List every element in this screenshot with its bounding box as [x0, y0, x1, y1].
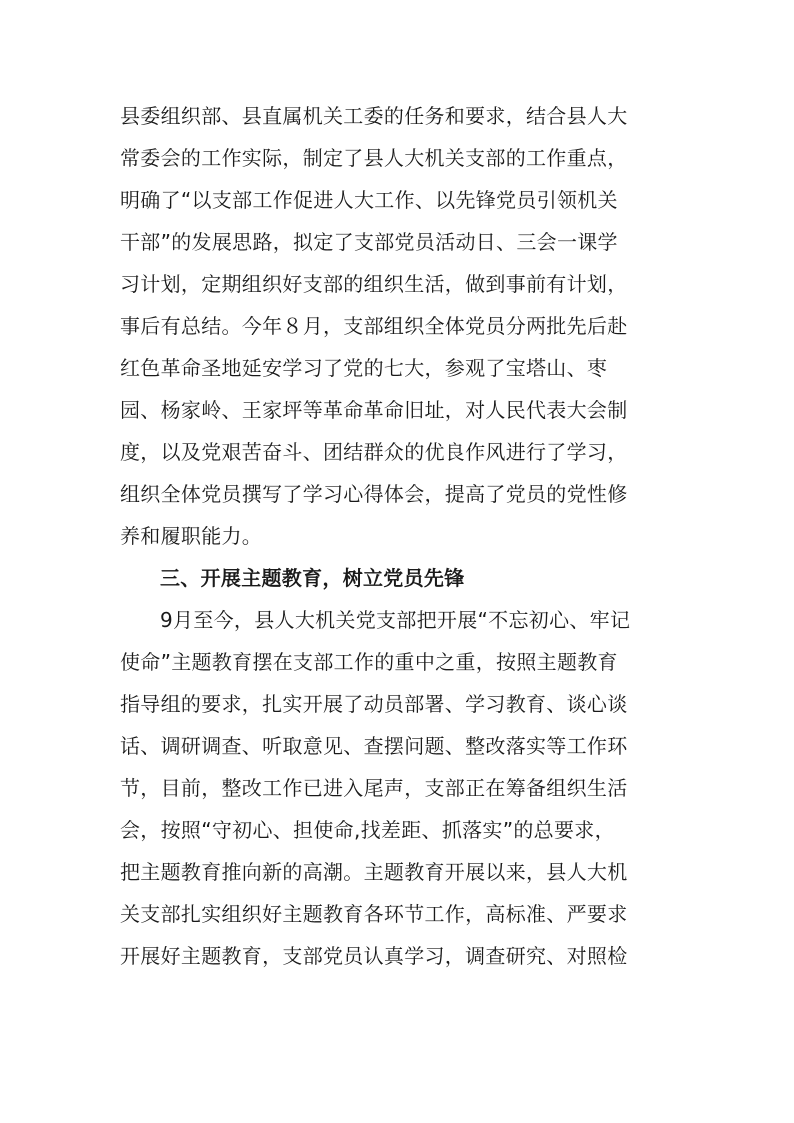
paragraph-line: 养和履职能力。: [120, 524, 263, 548]
paragraph-line: 习计划，定期组织好支部的组织生活，做到事前有计划，: [120, 272, 628, 296]
paragraph-line: 把主题教育推向新的高潮。主题教育开展以来，县人大机: [120, 860, 628, 884]
paragraph-line: 红色革命圣地延安学习了党的七大，参观了宝塔山、枣: [120, 356, 608, 380]
paragraph-line: 话、调研调查、听取意见、查摆问题、整改落实等工作环: [120, 734, 628, 758]
section-heading: 三、开展主题教育，树立党员先锋: [160, 566, 465, 590]
paragraph-line: 常委会的工作实际，制定了县人大机关支部的工作重点，: [120, 146, 628, 170]
paragraph-line: 使命”主题教育摆在支部工作的重中之重，按照主题教育: [120, 650, 618, 674]
paragraph-line: 关支部扎实组织好主题教育各环节工作，高标准、严要求: [120, 902, 628, 926]
paragraph-line: 事后有总结。今年８月，支部组织全体党员分两批先后赴: [120, 314, 628, 338]
paragraph-line: 县委组织部、县直属机关工委的任务和要求，结合县人大: [120, 104, 628, 128]
paragraph-line: 明确了“以支部工作促进人大工作、以先锋党员引领机关: [120, 188, 618, 212]
paragraph-line: 开展好主题教育，支部党员认真学习，调查研究、对照检: [120, 944, 628, 968]
paragraph-line: 会，按照“守初心、担使命,找差距、抓落实”的总要求，: [120, 818, 615, 842]
paragraph-line: 园、杨家岭、王家坪等革命革命旧址，对人民代表大会制: [120, 398, 628, 422]
paragraph-line: 指导组的要求，扎实开展了动员部署、学习教育、谈心谈: [120, 692, 628, 716]
paragraph-line: 9月至今，县人大机关党支部把开展“不忘初心、牢记: [160, 608, 631, 632]
paragraph-line: 组织全体党员撰写了学习心得体会，提高了党员的党性修: [120, 482, 628, 506]
paragraph-line: 干部”的发展思路，拟定了支部党员活动日、三会一课学: [120, 230, 618, 254]
paragraph-line: 节，目前，整改工作已进入尾声，支部正在筹备组织生活: [120, 776, 628, 800]
paragraph-line: 度，以及党艰苦奋斗、团结群众的优良作风进行了学习，: [120, 440, 628, 464]
